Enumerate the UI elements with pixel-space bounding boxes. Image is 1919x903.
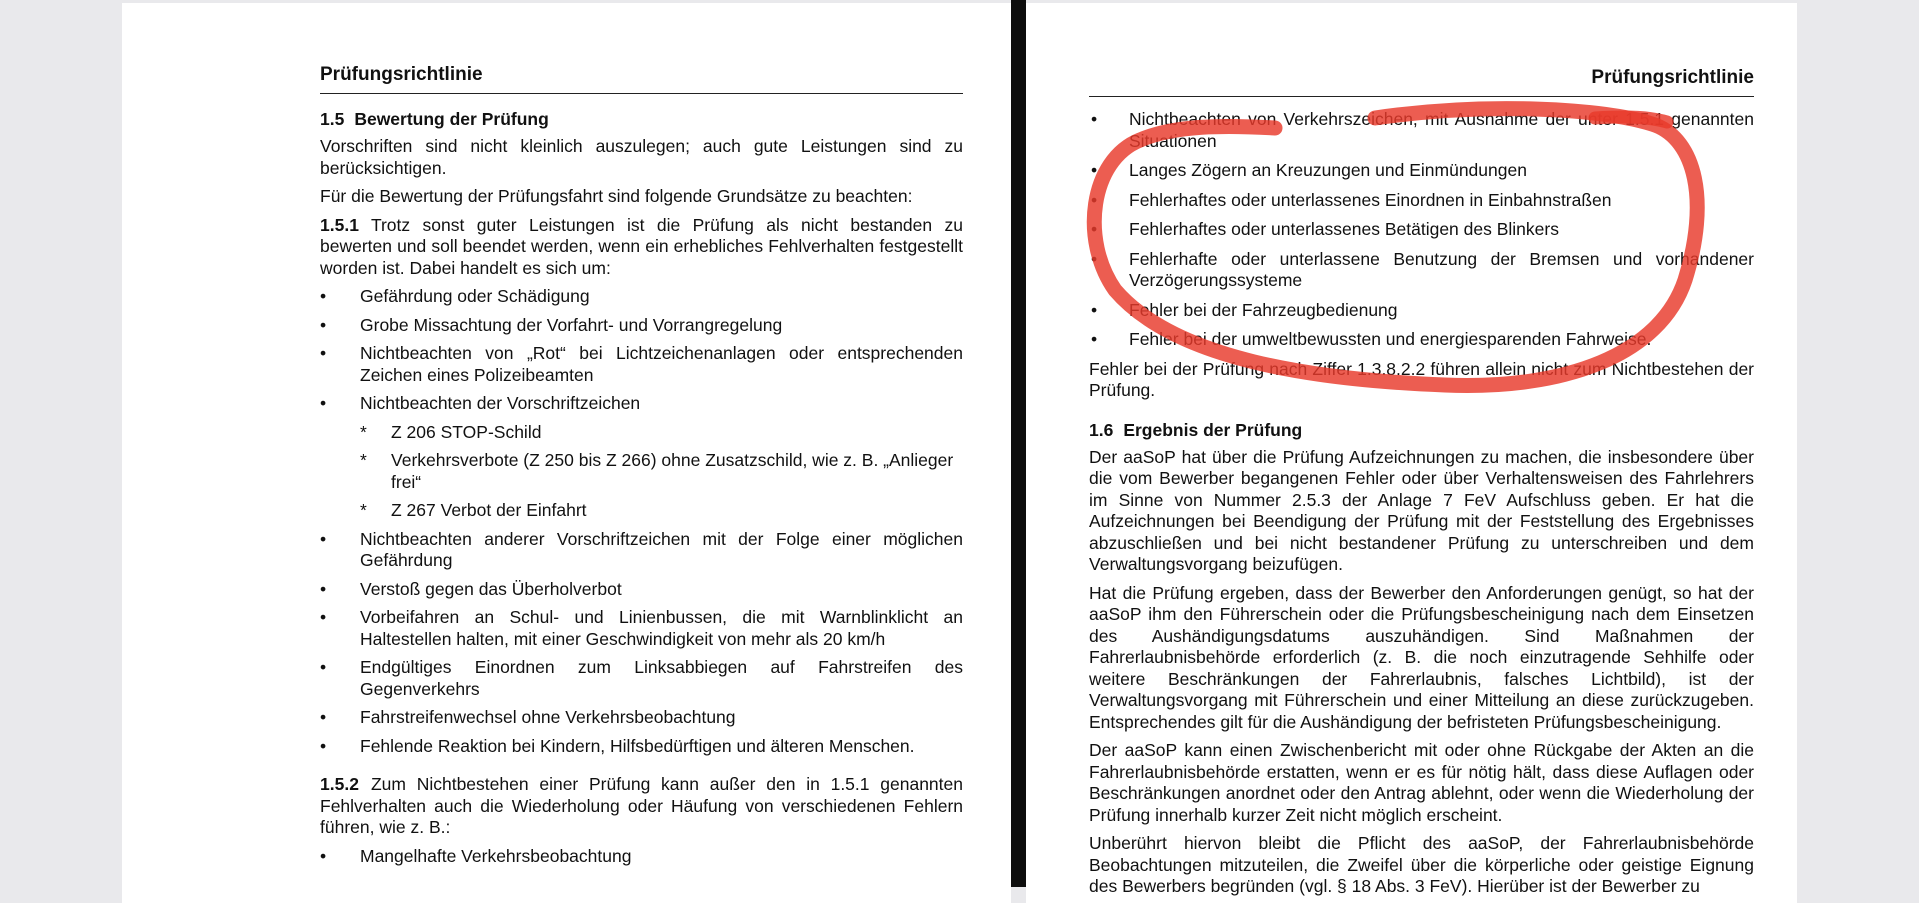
bullet-list bbox=[320, 286, 963, 415]
bullet-icon: • bbox=[320, 314, 327, 335]
list-item-text: Fehler bei der umweltbewussten und energiesparenden Fahrweise. bbox=[1129, 329, 1652, 349]
sub-list-item-text: Z 267 Verbot der Einfahrt bbox=[391, 500, 587, 520]
paragraph: Der aaSoP hat über die Prüfung Aufzeichnungen zu machen, die insbesondere über die vom Bewerber begangenen Fehler oder über Verhaltensweisen des Fahrlehrers im Sinne von Nummer 2.5.3 der Anlage 7 FeV Aufschluss geben. Er hat die Aufzeichnungen bei Beendigung der Prüfung mit der Feststellung des Ergebnisses abzuschließen und bei nicht bestandener Prüfung zu unterschreiben und dem Verwaltungsvorgang beizufügen. bbox=[1089, 446, 1754, 574]
sub-list-item-text: Verkehrsverbote (Z 250 bis Z 266) ohne Zusatzschild, wie z. B. „Anlieger frei“ bbox=[391, 450, 954, 492]
list-item bbox=[320, 315, 963, 337]
section-title: Bewertung der Prüfung bbox=[354, 109, 549, 129]
bullet-list bbox=[320, 846, 963, 868]
list-item-text: Gefährdung oder Schädigung bbox=[360, 286, 590, 306]
list-item bbox=[1089, 190, 1754, 212]
list-item bbox=[1089, 219, 1754, 241]
list-item bbox=[320, 529, 963, 572]
sub-list-item bbox=[320, 500, 963, 522]
list-item bbox=[1089, 249, 1754, 292]
list-item bbox=[1089, 300, 1754, 322]
asterisk-icon: * bbox=[360, 421, 367, 442]
paragraph: Vorschriften sind nicht kleinlich auszulegen; auch gute Leistungen sind zu berücksichtigen. bbox=[320, 136, 963, 178]
book-spine bbox=[1011, 0, 1026, 887]
bullet-icon: • bbox=[1091, 329, 1098, 349]
list-item-text: Nichtbeachten von Verkehrszeichen, mit Ausnahme der unter 1.5.1 genannten Situationen bbox=[1129, 109, 1754, 151]
list-item bbox=[320, 286, 963, 308]
section-number: 1.6 bbox=[1089, 419, 1114, 440]
spacer bbox=[1089, 409, 1754, 419]
bullet-icon: • bbox=[320, 578, 327, 599]
list-item bbox=[1089, 160, 1754, 182]
list-item bbox=[320, 657, 963, 700]
paragraph: Hat die Prüfung ergeben, dass der Bewerber den Anforderungen genügt, so hat der aaSoP ihm den Führerschein oder die Prüfungsbescheinigung nach dem Einsetzen des Aushändigungsdatums auszuhändigen. Sind Maßnahmen der Fahrerlaubnisbehörde erforderlich (z. B. die noch einzutragende Sehhilfe oder weitere Beschränkungen der Fahrerlaubnis, falsches Lichtbild), ist der Verwaltungsvorgang mit Führerschein und einer Mitteilung an diese zurückzugeben. Entsprechendes gilt für die Aushändigung der befristeten Prüfungsbescheinigung. bbox=[1089, 582, 1754, 732]
bullet-icon: • bbox=[320, 286, 327, 306]
note-paragraph: Fehler bei der Prüfung nach Ziffer 1.3.8.2.2 führen allein nicht zum Nichtbestehen der Prüfung. bbox=[1089, 358, 1754, 400]
running-title-right: Prüfungsrichtlinie bbox=[1089, 3, 1754, 97]
list-item bbox=[320, 736, 963, 758]
list-item-text: Fehlerhaftes oder unterlassenes Einordnen in Einbahnstraßen bbox=[1129, 189, 1612, 210]
spacer bbox=[320, 764, 963, 774]
list-item-text: Nichtbeachten der Vorschriftzeichen bbox=[360, 393, 641, 413]
right-page bbox=[1026, 3, 1797, 903]
bullet-icon: • bbox=[1091, 219, 1098, 239]
bullet-icon: • bbox=[1091, 189, 1098, 210]
bullet-icon: • bbox=[320, 707, 327, 727]
bullet-icon: • bbox=[1091, 109, 1098, 129]
left-page-column bbox=[320, 3, 963, 874]
bullet-icon: • bbox=[320, 845, 327, 866]
list-item bbox=[320, 707, 963, 729]
section-number: 1.5 bbox=[320, 109, 345, 129]
list-item bbox=[320, 579, 963, 601]
list-item-text: Nichtbeachten anderer Vorschriftzeichen mit der Folge einer möglichen Gefährdung bbox=[360, 528, 963, 570]
left-page bbox=[122, 3, 1011, 903]
subsection-1-5-2 bbox=[320, 774, 963, 839]
list-item bbox=[320, 343, 963, 386]
list-item-text: Fehlerhaftes oder unterlassenes Betätigen des Blinkers bbox=[1129, 219, 1559, 239]
list-item-text: Verstoß gegen das Überholverbot bbox=[360, 578, 622, 599]
bullet-icon: • bbox=[320, 528, 327, 549]
list-item bbox=[1089, 109, 1754, 152]
list-item bbox=[320, 393, 963, 415]
subsection-number: 1.5.1 bbox=[320, 214, 359, 235]
list-item bbox=[320, 846, 963, 868]
sub-list-item bbox=[320, 422, 963, 444]
bullet-list bbox=[1089, 109, 1754, 351]
list-item-text: Fahrstreifenwechsel ohne Verkehrsbeobachtung bbox=[360, 707, 736, 727]
list-item-text: Fehlende Reaktion bei Kindern, Hilfsbedürftigen und älteren Menschen. bbox=[360, 735, 915, 756]
sub-list-item-text: Z 206 STOP-Schild bbox=[391, 421, 542, 442]
list-item-text: Langes Zögern an Kreuzungen und Einmündungen bbox=[1129, 160, 1527, 180]
bullet-icon: • bbox=[1091, 160, 1098, 180]
section-heading-1-6 bbox=[1089, 419, 1754, 441]
asterisk-icon: * bbox=[360, 500, 367, 520]
bullet-icon: • bbox=[320, 657, 327, 677]
bullet-icon: • bbox=[320, 735, 327, 756]
running-title-left: Prüfungsrichtlinie bbox=[320, 3, 963, 94]
paragraph: Der aaSoP kann einen Zwischenbericht mit oder ohne Rückgabe der Akten an die Fahrerlaubnisbehörde erstatten, wenn er es für nötig hält, dass diese Auflagen oder Beschränkungen anordnet oder den Antrag ablehnt, oder wenn die Wiederholung der Prüfung innerhalb kurzer Zeit nicht möglich erscheint. bbox=[1089, 740, 1754, 825]
list-item-text: Fehler bei der Fahrzeugbedienung bbox=[1129, 299, 1398, 320]
asterisk-icon: * bbox=[360, 450, 367, 470]
right-page-column bbox=[1089, 3, 1754, 903]
list-item-text: Endgültiges Einordnen zum Linksabbiegen auf Fahrstreifen des Gegenverkehrs bbox=[360, 657, 963, 699]
bullet-icon: • bbox=[1091, 299, 1098, 320]
section-title: Ergebnis der Prüfung bbox=[1123, 419, 1303, 440]
sub-list-item bbox=[320, 450, 963, 493]
subsection-text: Zum Nichtbestehen einer Prüfung kann außer den in 1.5.1 genannten Fehlverhalten auch die Wiederholung oder Häufung von verschiedenen Fehlern führen, wie z. B.: bbox=[320, 774, 963, 837]
list-item bbox=[1089, 329, 1754, 351]
list-item-text: Grobe Missachtung der Vorfahrt- und Vorrangregelung bbox=[360, 314, 783, 335]
bullet-icon: • bbox=[320, 393, 327, 413]
paragraph: Für die Bewertung der Prüfungsfahrt sind folgende Grundsätze zu beachten: bbox=[320, 186, 913, 206]
bullet-list bbox=[320, 529, 963, 758]
list-item-text: Vorbeifahren an Schul- und Linienbussen, die mit Warnblinklicht an Haltestellen halten, mit einer Geschwindigkeit von mehr als 20 km/h bbox=[360, 607, 963, 649]
section-heading-1-5 bbox=[320, 108, 963, 130]
subsection-1-5-1 bbox=[320, 215, 963, 280]
list-item-text: Fehlerhafte oder unterlassene Benutzung der Bremsen und vorhandener Verzögerungssysteme bbox=[1129, 248, 1754, 290]
paragraph: Unberührt hiervon bleibt die Pflicht des aaSoP, der Fahrerlaubnisbehörde Beobachtungen mitzuteilen, die Zweifel über die körperliche oder geistige Eignung des Bewerbers begründen (vgl. § 18 Abs. 3 FeV). Hierüber ist der Bewerber zu bbox=[1089, 833, 1754, 896]
list-item-text: Nichtbeachten von „Rot“ bei Lichtzeichenanlagen oder entsprechenden Zeichen eines Polizeibeamten bbox=[360, 343, 963, 385]
sub-bullet-list bbox=[320, 422, 963, 522]
subsection-text: Trotz sonst guter Leistungen ist die Prüfung als nicht bestanden zu bewerten und soll beendet werden, wenn ein erhebliches Fehlverhalten festgestellt worden ist. Dabei handelt es sich um: bbox=[320, 214, 963, 278]
bullet-icon: • bbox=[320, 607, 327, 627]
bullet-icon: • bbox=[1091, 248, 1098, 269]
list-item-text: Mangelhafte Verkehrsbeobachtung bbox=[360, 845, 632, 866]
subsection-number: 1.5.2 bbox=[320, 774, 359, 794]
list-item bbox=[320, 607, 963, 650]
bullet-icon: • bbox=[320, 343, 327, 363]
